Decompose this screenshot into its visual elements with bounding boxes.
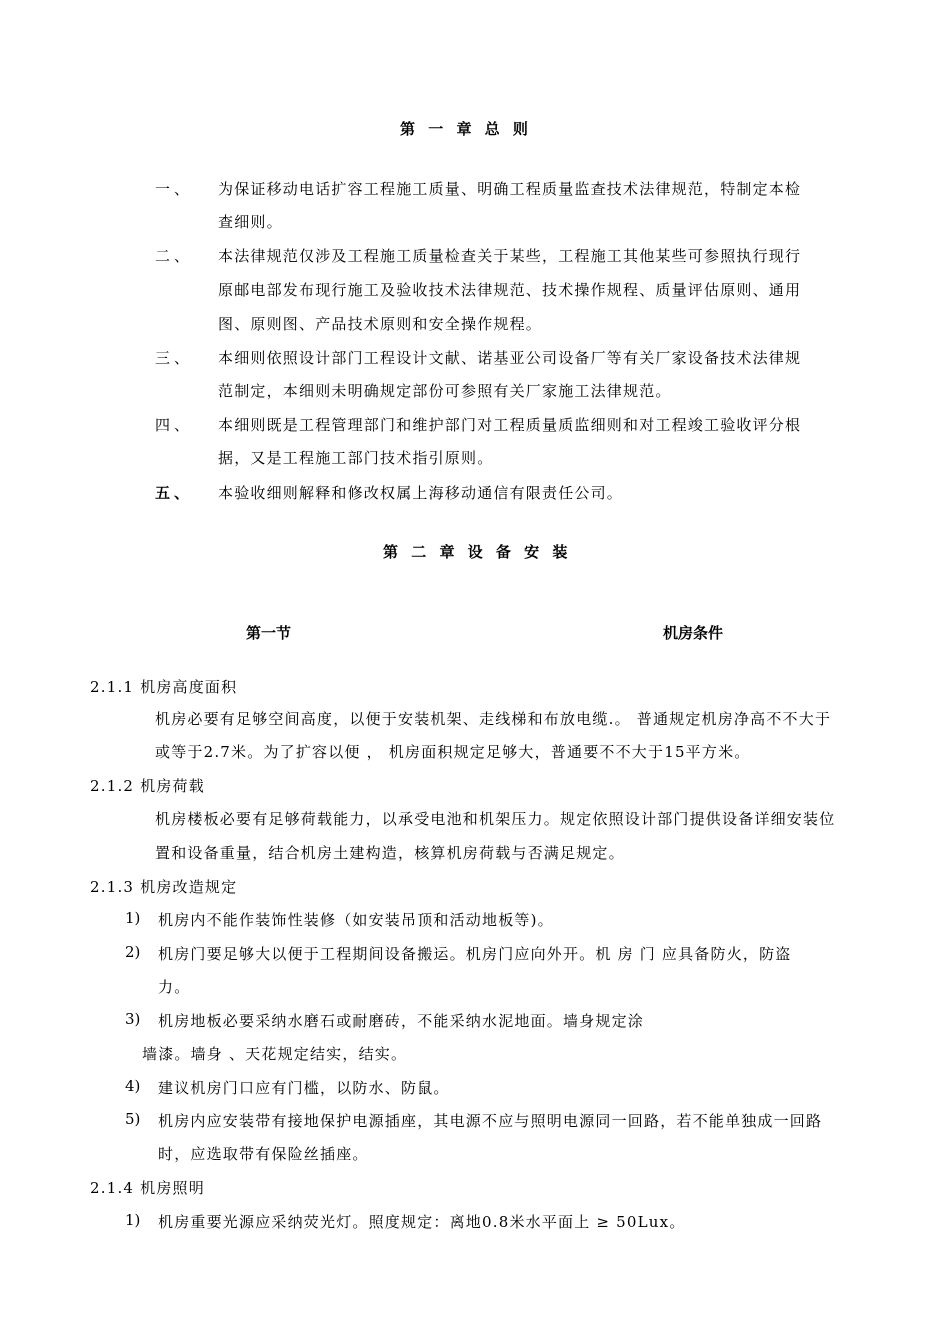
item-5-line-1: 本验收细则解释和修改权属上海移动通信有限责任公司。 — [218, 484, 624, 502]
s212-line-2: 置和设备重量，结合机房土建构造，核算机房荷载与否满足规定。 — [155, 844, 625, 862]
section-label: 第一节 — [246, 624, 292, 642]
s213-item-4-number: 4) — [125, 1077, 141, 1095]
s213-item-3-line-1: 机房地板必要采纳水磨石或耐磨砖，不能采纳水泥地面。墙身规定涂 — [158, 1012, 645, 1030]
s213-item-2-line-1: 机房门要足够大以便于工程期间设备搬运。机房门应向外开。机 房 门 应具备防火，防盗 — [158, 945, 792, 963]
heading-2-1-2: 2.1.2 机房荷载 — [90, 777, 205, 795]
chapter-2-title: 第 二 章 设 备 安 装 — [383, 543, 572, 561]
heading-2-1-4: 2.1.4 机房照明 — [90, 1179, 205, 1197]
heading-2-1-3: 2.1.3 机房改造规定 — [90, 878, 238, 896]
item-3-line-1: 本细则依照设计部门工程设计文献、诺基亚公司设备厂等有关厂家设备技术法律规 — [218, 349, 802, 367]
s213-item-5-line-1: 机房内应安装带有接地保护电源插座，其电源不应与照明电源同一回路，若不能单独成一回路 — [158, 1112, 823, 1130]
s213-item-1-number: 1) — [125, 909, 141, 927]
s213-item-4-line-1: 建议机房门口应有门槛，以防水、防鼠。 — [158, 1079, 450, 1097]
s213-item-5-number: 5) — [125, 1110, 141, 1128]
item-4-line-1: 本细则既是工程管理部门和维护部门对工程质量质监细则和对工程竣工验收评分根 — [218, 416, 802, 434]
item-2-line-1: 本法律规范仅涉及工程施工质量检查关于某些，工程施工其他某些可参照执行现行 — [218, 247, 802, 265]
item-1-line-2: 查细则。 — [218, 213, 283, 231]
item-2-number: 二、 — [155, 247, 194, 265]
item-4-number: 四、 — [155, 416, 194, 434]
s212-line-1: 机房楼板必要有足够荷载能力，以承受电池和机架压力。规定依照设计部门提供设备详细安装位 — [155, 810, 836, 828]
s213-item-2-number: 2) — [125, 943, 141, 961]
chapter-1-title: 第 一 章 总 则 — [400, 120, 532, 138]
s213-item-3-line-2: 墙漆。墙身 、天花规定结实，结实。 — [142, 1045, 408, 1063]
item-2-line-2: 原邮电部发布现行施工及验收技术法律规范、技术操作规程、质量评估原则、通用 — [218, 281, 802, 299]
item-3-number: 三、 — [155, 349, 194, 367]
s213-item-2-line-2: 力。 — [158, 978, 191, 996]
item-5-number: 五、 — [155, 484, 194, 502]
item-1-number: 一、 — [155, 180, 194, 198]
s211-line-2: 或等于2.7米。为了扩容以便 ， 机房面积规定足够大，普通要不不大于15平方米。 — [155, 743, 751, 761]
item-2-line-3: 图、原则图、产品技术原则和安全操作规程。 — [218, 315, 543, 333]
item-1-line-1: 为保证移动电话扩容工程施工质量、明确工程质量监查技术法律规范，特制定本检 — [218, 180, 802, 198]
item-4-line-2: 据，又是工程施工部门技术指引原则。 — [218, 449, 494, 467]
heading-2-1-1: 2.1.1 机房高度面积 — [90, 678, 238, 696]
s213-item-1-line-1: 机房内不能作装饰性装修（如安装吊顶和活动地板等)。 — [158, 911, 554, 929]
item-3-line-2: 范制定，本细则未明确规定部份可参照有关厂家施工法律规范。 — [218, 382, 672, 400]
section-title: 机房条件 — [663, 624, 724, 642]
s214-item-1-line-1: 机房重要光源应采纳荧光灯。照度规定：离地0.8米水平面上 ≥ 50Lux。 — [158, 1213, 686, 1231]
s211-line-1: 机房必要有足够空间高度，以便于安装机架、走线梯和布放电缆.。 普通规定机房净高不不大于 — [155, 710, 832, 728]
s213-item-3-number: 3) — [125, 1010, 141, 1028]
s214-item-1-number: 1) — [125, 1211, 141, 1229]
s213-item-5-line-2: 时，应选取带有保险丝插座。 — [158, 1145, 369, 1163]
